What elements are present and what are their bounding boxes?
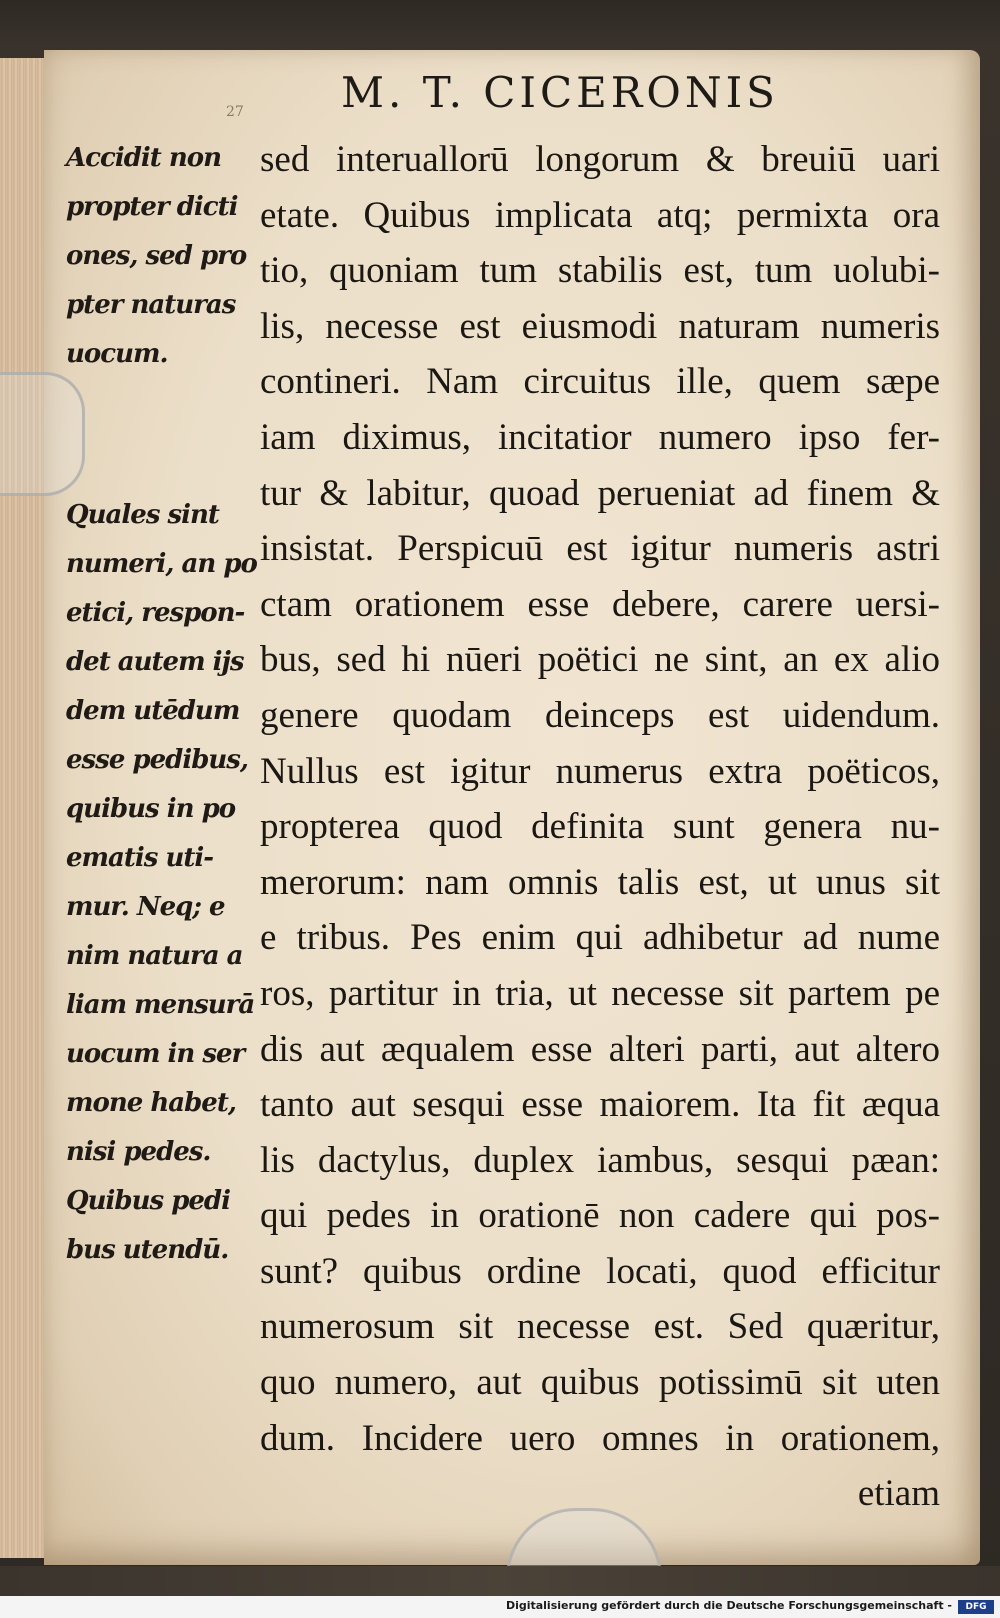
- margin-note-line: liam mensurā: [66, 990, 255, 1020]
- margin-note-line: mur. Neq; e: [66, 892, 225, 922]
- text-line: tanto aut sesqui esse maiorem. Ita fit æqua: [260, 1084, 940, 1126]
- margin-note-line: quibus in po: [66, 794, 236, 824]
- margin-note-line: numeri, an po: [66, 549, 257, 579]
- text-line: contineri. Nam circuitus ille, quem sæpe: [260, 361, 940, 403]
- text-line: sunt? quibus ordine locati, quod efficitur: [260, 1250, 940, 1292]
- page-edges: [0, 58, 48, 1558]
- text-line: etate. Quibus implicata atq; permixta ora: [260, 194, 940, 236]
- text-line: Nullus est igitur numerus extra poëticos,: [260, 750, 940, 792]
- text-line: lis, necesse est eiusmodi naturam numeris: [260, 305, 940, 347]
- text-line: sed interuallorū longorum & breuiū uari: [260, 139, 940, 180]
- running-head: M. T. CICERONIS: [341, 68, 779, 117]
- margin-note-line: nisi pedes.: [66, 1137, 211, 1167]
- text-line: genere quodam deinceps est uidendum.: [260, 694, 940, 736]
- margin-note-line: esse pedibus,: [66, 745, 248, 775]
- text-line: ros, partitur in tria, ut necesse sit partem pe: [260, 972, 940, 1014]
- text-line: ctam orationem esse debere, carere uersi-: [260, 583, 940, 625]
- margin-note-line: uocum.: [66, 339, 168, 369]
- text-line: numerosum sit necesse est. Sed quæritur,: [260, 1306, 940, 1348]
- margin-note-quales: [66, 491, 256, 1275]
- catchword: etiam: [857, 1473, 940, 1515]
- text-line: lis dactylus, duplex iambus, sesqui pæan:: [260, 1139, 940, 1181]
- margin-note-line: mone habet,: [66, 1088, 236, 1118]
- main-text-block: [260, 132, 940, 1522]
- margin-note-line: uocum in ser: [66, 1039, 245, 1069]
- text-line: e tribus. Pes enim qui adhibetur ad nume: [260, 917, 940, 959]
- text-line: iam diximus, incitatior numero ipso fer-: [260, 416, 940, 458]
- text-line: qui pedes in orationē non cadere qui pos-: [260, 1195, 940, 1237]
- dfg-logo: DFG: [958, 1600, 994, 1614]
- digitization-credit: Digitalisierung gefördert durch die Deutsche Forschungsgemeinschaft -: [505, 1599, 952, 1612]
- text-line: bus, sed hi nūeri poëtici ne sint, an ex alio: [260, 639, 940, 681]
- margin-note-line: etici, respon-: [66, 598, 245, 628]
- folio-mark: 27: [226, 104, 244, 120]
- margin-note-line: nim natura a: [66, 941, 243, 971]
- margin-note-line: ones, sed pro: [66, 241, 247, 271]
- text-line: tio, quoniam tum stabilis est, tum uolubi-: [260, 250, 940, 292]
- page-clip-left: [0, 372, 85, 496]
- text-line: propterea quod definita sunt genera nu-: [260, 806, 940, 848]
- margin-note-line: Quales sint: [66, 500, 219, 530]
- text-line: quo numero, aut quibus potissimū sit uten: [260, 1362, 940, 1404]
- text-line: tur & labitur, quoad perueniat ad finem &: [260, 472, 940, 514]
- text-line: dis aut æqualem esse alteri parti, aut altero: [260, 1028, 940, 1070]
- margin-note-line: Quibus pedi: [66, 1186, 230, 1216]
- margin-note-line: propter dicti: [66, 192, 238, 222]
- margin-note-line: dem utēdum: [66, 696, 240, 726]
- margin-note-line: Accidit non: [66, 143, 221, 173]
- book-bottom-edge: [0, 1566, 1000, 1596]
- margin-note-line: bus utendū.: [66, 1235, 229, 1265]
- margin-note-line: det autem ijs: [66, 647, 244, 677]
- margin-note-line: pter naturas: [66, 290, 236, 320]
- text-line: insistat. Perspicuū est igitur numeris astri: [260, 528, 940, 570]
- margin-note-line: ematis uti-: [66, 843, 214, 873]
- margin-note-accidit: [66, 134, 256, 379]
- text-line: merorum: nam omnis talis est, ut unus sit: [260, 861, 940, 903]
- text-line: dum. Incidere uero omnes in orationem,: [260, 1417, 940, 1459]
